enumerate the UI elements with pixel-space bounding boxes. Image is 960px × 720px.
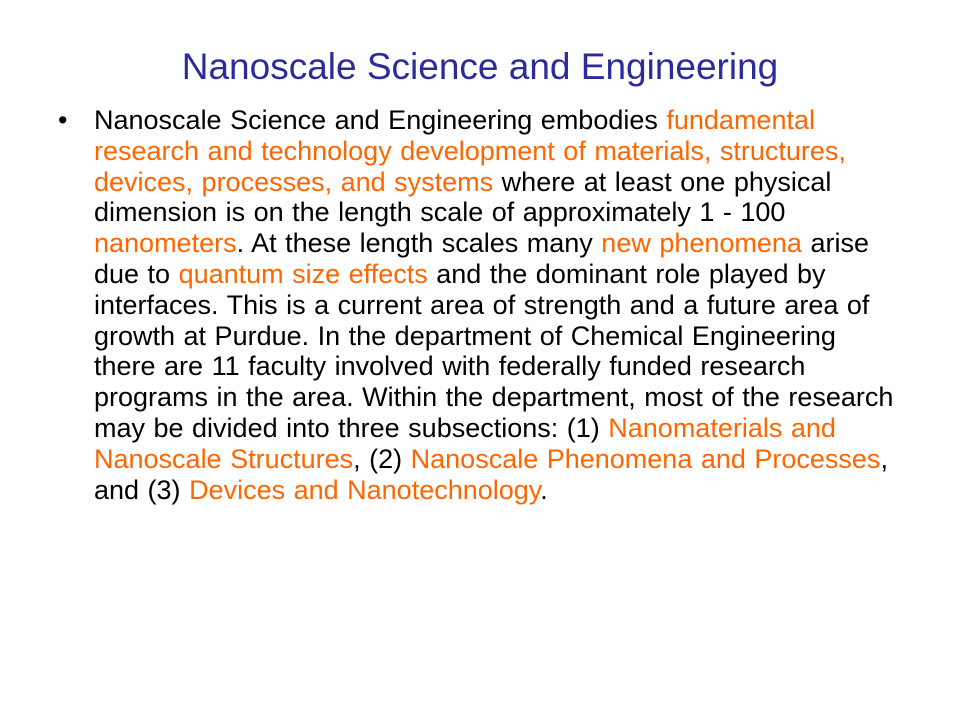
- text-segment: .: [540, 474, 548, 505]
- text-segment: arise due to: [94, 228, 869, 289]
- text-segment: Nanoscale Science and Engineering embodies: [94, 105, 667, 135]
- text-segment: , (2): [353, 443, 411, 474]
- highlighted-phrase: quantum size effects: [178, 258, 428, 289]
- text-segment: and the dominant role played by interfaces. This is a current area of strength and a future area of growth at Purdue. In the department of Chemical Engineering there are 11 faculty involved with federally funded research programs in the area. Within the department, most of the research may be divided into three subsections: (1): [94, 258, 894, 443]
- highlighted-phrase: new phenomena: [601, 228, 802, 259]
- bullet-icon: •: [58, 105, 68, 135]
- highlighted-phrase: fundamental research and technology development of materials, structures, devices, processes, and systems: [94, 105, 846, 197]
- bullet-paragraph: [94, 105, 898, 505]
- slide-title: Nanoscale Science and Engineering: [181, 46, 779, 87]
- text-segment: . At these length scales many: [236, 228, 602, 259]
- text-segment: where at least one physical dimension is on the length scale of approximately 1 - 100: [94, 166, 832, 228]
- highlighted-phrase: Nanomaterials and Nanoscale Structures: [94, 412, 836, 474]
- highlighted-phrase: nanometers: [94, 228, 237, 259]
- text-segment: , and (3): [94, 443, 888, 505]
- highlighted-phrase: Devices and Nanotechnology: [189, 474, 541, 505]
- bullet-item: [58, 105, 938, 505]
- highlighted-phrase: Nanoscale Phenomena and Processes: [410, 443, 881, 474]
